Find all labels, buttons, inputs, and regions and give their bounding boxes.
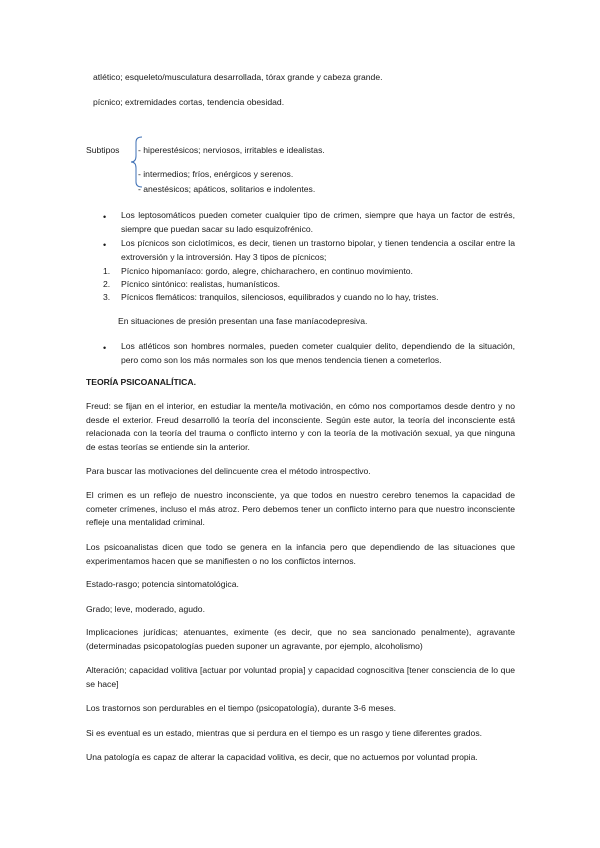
- bullet-item: Los pícnicos son ciclotímicos, es decir, tienen un trastorno bipolar, y tienen tendencia a oscilar entre la extroversión y la introversión. Hay 3 tipos de pícnicos;: [121, 238, 515, 262]
- paragraph: Implicaciones jurídicas; atenuantes, eximente (es decir, que no sea sancionado penalmente), agravante (determinadas psicopatologías pueden suponer un agravante, por ejemplo, alcoholismo): [86, 627, 515, 651]
- bullet-item: Los atléticos son hombres normales, pueden cometer cualquier delito, dependiendo de la situación, pero como son los más normales son los que menos tendencia tienen a cometerlos.: [121, 341, 515, 365]
- paragraph: Freud: se fijan en el interior, en estudiar la mente/la motivación, en cómo nos comportamos desde dentro y no desde el exterior. Freud desarrolló la teoría del inconsciente. Según este autor, la teoría del inconsciente está relacionada con la teoría del trauma o conflicto interno y con la teoría de la motivación sexual, ya que ninguna de estas teorías se entiende sin la anterior.: [86, 401, 515, 452]
- bullet-marker: •: [103, 240, 107, 250]
- paragraph: Los trastornos son perdurables en el tiempo (psicopatología), durante 3-6 meses.: [86, 703, 397, 713]
- paragraph: Una patología es capaz de alterar la capacidad volitiva, es decir, que no actuemos por voluntad propia.: [86, 752, 478, 762]
- bullet-marker: •: [103, 212, 107, 222]
- text-line-atletico: atlético; esqueleto/musculatura desarrollada, tórax grande y cabeza grande.: [93, 72, 383, 82]
- paragraph: Para buscar las motivaciones del delincuente crea el método introspectivo.: [86, 466, 371, 476]
- paragraph: El crimen es un reflejo de nuestro inconsciente, ya que todos en nuestro cerebro tenemos la capacidad de cometer crímenes, incluso el más atroz. Pero debemos tener un conflicto interno para que nuestro inconsciente refleje una mentalidad criminal.: [86, 490, 515, 527]
- paragraph: Si es eventual es un estado, mientras que si perdura en el tiempo es un rasgo y tiene diferentes grados.: [86, 728, 483, 738]
- bullet-item: Los leptosomáticos pueden cometer cualquier tipo de crimen, siempre que haya un factor de estrés, siempre que puedan sacar su lado esquizofrénico.: [121, 210, 515, 234]
- section-heading: TEORÍA PSICOANALÍTICA.: [86, 377, 196, 387]
- list-item: Pícnico hipomaníaco: gordo, alegre, chicharachero, en continuo movimiento.: [121, 266, 413, 276]
- text-line-picnico: pícnico; extremidades cortas, tendencia obesidad.: [93, 97, 285, 107]
- subtipo-item: - anestésicos; apáticos, solitarios e indolentes.: [138, 184, 316, 194]
- list-number: 2.: [103, 279, 111, 289]
- bullet-marker: •: [103, 343, 107, 353]
- subtipo-item: - hiperestésicos; nerviosos, irritables e idealistas.: [138, 145, 325, 155]
- paragraph: Alteración; capacidad volitiva [actuar por voluntad propia] y capacidad cognoscitiva [tener consciencia de lo que se hace]: [86, 665, 515, 689]
- text-line-presion: En situaciones de presión presentan una fase maníacodepresiva.: [118, 316, 368, 326]
- list-item: Pícnico sintónico: realistas, humanísticos.: [121, 279, 281, 289]
- subtipos-label: Subtipos: [86, 145, 120, 155]
- brace-icon: [130, 136, 144, 188]
- list-number: 1.: [103, 266, 111, 276]
- list-number: 3.: [103, 292, 111, 302]
- paragraph: Estado-rasgo; potencia sintomatológica.: [86, 579, 239, 589]
- paragraph: Los psicoanalistas dicen que todo se genera en la infancia pero que dependiendo de las situaciones que experimentamos hacen que se manifiesten o no los conflictos internos.: [86, 542, 515, 566]
- paragraph: Grado; leve, moderado, agudo.: [86, 604, 205, 614]
- subtipo-item: - intermedios; fríos, enérgicos y serenos.: [138, 169, 294, 179]
- list-item: Pícnicos flemáticos: tranquilos, silenciosos, equilibrados y cuando no lo hay, tristes.: [121, 292, 439, 302]
